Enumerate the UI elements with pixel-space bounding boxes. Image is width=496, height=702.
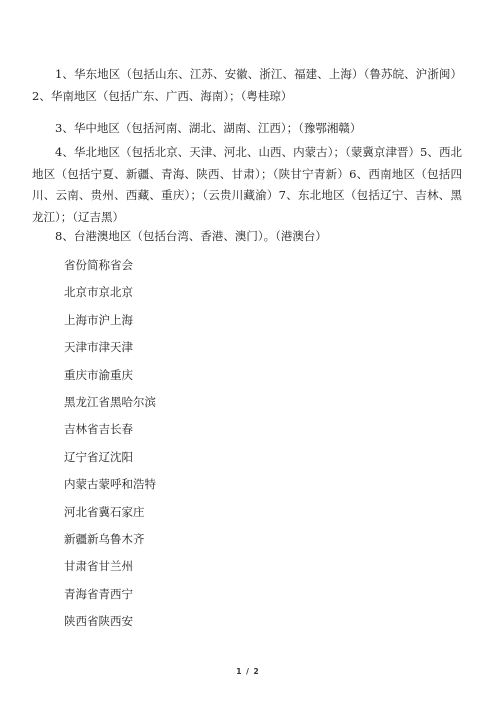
list-item: 甘肃省甘兰州 — [64, 559, 133, 574]
page-number: 1 / 2 — [236, 667, 260, 676]
list-item: 青海省青西宁 — [64, 586, 133, 601]
list-item: 陕西省陕西安 — [64, 614, 133, 629]
list-item: 新疆新乌鲁木齐 — [64, 531, 145, 546]
list-item: 重庆市渝重庆 — [64, 367, 133, 382]
list-item: 黑龙江省黑哈尔滨 — [64, 394, 156, 409]
province-list — [64, 258, 156, 641]
list-item: 内蒙古蒙呼和浩特 — [64, 477, 156, 492]
region-paragraph-east-south: 1、华东地区（包括山东、江苏、安徽、浙江、福建、上海）（鲁苏皖、沪浙闽）2、华南地区（包括广东、广西、海南）；（粤桂琼） — [32, 67, 462, 103]
province-list-header: 省份简称省会 — [64, 258, 133, 272]
list-item: 上海市沪上海 — [64, 312, 133, 327]
region-paragraph-central: 3、华中地区（包括河南、湖北、湖南、江西）；（豫鄂湘赣） — [55, 121, 362, 135]
list-item: 吉林省吉长春 — [64, 422, 133, 437]
list-item: 天津市津天津 — [64, 340, 133, 355]
list-item: 北京市京北京 — [64, 285, 133, 300]
list-item: 河北省冀石家庄 — [64, 504, 145, 519]
region-paragraph-taiwan-hk-macau: 8、台港澳地区（包括台湾、香港、澳门）。（港澳台） — [55, 229, 327, 243]
region-paragraph-north-northwest-southwest-northeast: 4、华北地区（包括北京、天津、河北、山西、内蒙古）；（蒙冀京津晋）5、西北地区（包括宁夏、新疆、青海、陕西、甘肃）；（陕甘宁青新）6、西南地区（包括四川、云南、贵州、西藏、重庆）；（云贵川藏渝）7、东北地区（包括辽宁、吉林、黑龙江）；（辽吉黑） — [32, 145, 462, 224]
list-item: 辽宁省辽沈阳 — [64, 449, 133, 464]
